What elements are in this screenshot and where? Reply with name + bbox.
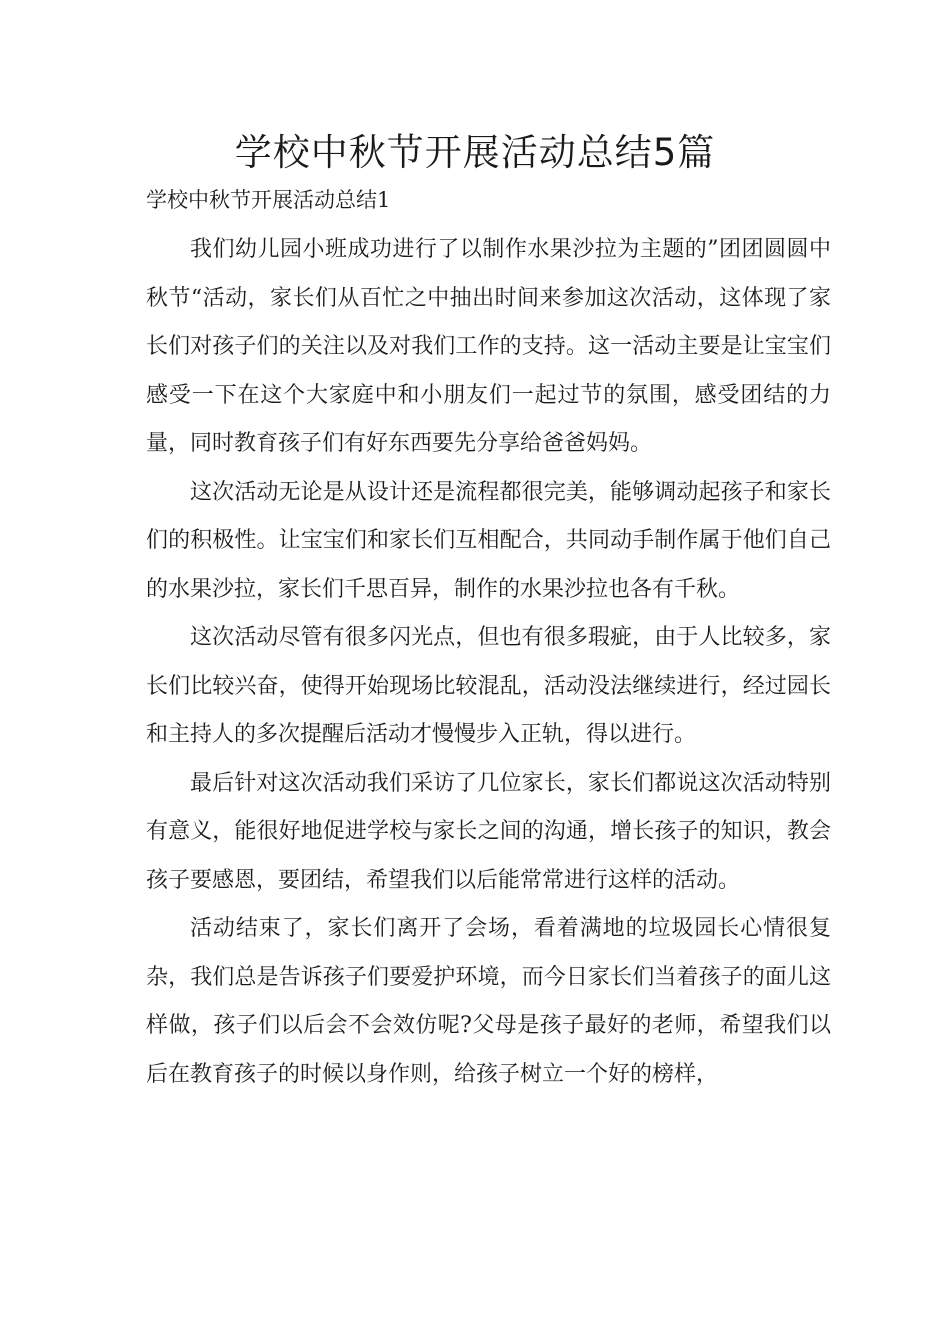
document-title: 学校中秋节开展活动总结5篇 — [234, 131, 716, 174]
document-body — [146, 226, 831, 1099]
paragraph-2: 这次活动无论是从设计还是流程都很完美，能够调动起孩子和家长们的积极性。让宝宝们和家长们互相配合，共同动手制作属于他们自己的水果沙拉，家长们千思百异，制作的水果沙拉也各有千秋。 — [146, 479, 831, 602]
paragraph-4: 最后针对这次活动我们采访了几位家长，家长们都说这次活动特别有意义，能很好地促进学校与家长之间的沟通，增长孩子的知识，教会孩子要感恩，要团结，希望我们以后能常常进行这样的活动。 — [146, 770, 831, 893]
paragraph-3: 这次活动尽管有很多闪光点，但也有很多瑕疵，由于人比较多，家长们比较兴奋，使得开始现场比较混乱，活动没法继续进行，经过园长和主持人的多次提醒后活动才慢慢步入正轨，得以进行。 — [146, 625, 831, 747]
paragraph-5: 活动结束了，家长们离开了会场，看着满地的垃圾园长心情很复杂，我们总是告诉孩子们要爱护环境，而今日家长们当着孩子的面儿这样做，孩子们以后会不会效仿呢?父母是孩子最好的老师，希望我们以后在教育孩子的时候以身作则，给孩子树立一个好的榜样， — [146, 916, 831, 1087]
paragraph-1: 我们幼儿园小班成功进行了以制作水果沙拉为主题的”团团圆圆中秋节“活动，家长们从百忙之中抽出时间来参加这次活动，这体现了家长们对孩子们的关注以及对我们工作的支持。这一活动主要是让宝宝们感受一下在这个大家庭中和小朋友们一起过节的氛围，感受团结的力量，同时教育孩子们有好东西要先分享给爸爸妈妈。 — [146, 237, 831, 456]
section-heading: 学校中秋节开展活动总结1 — [146, 188, 391, 212]
